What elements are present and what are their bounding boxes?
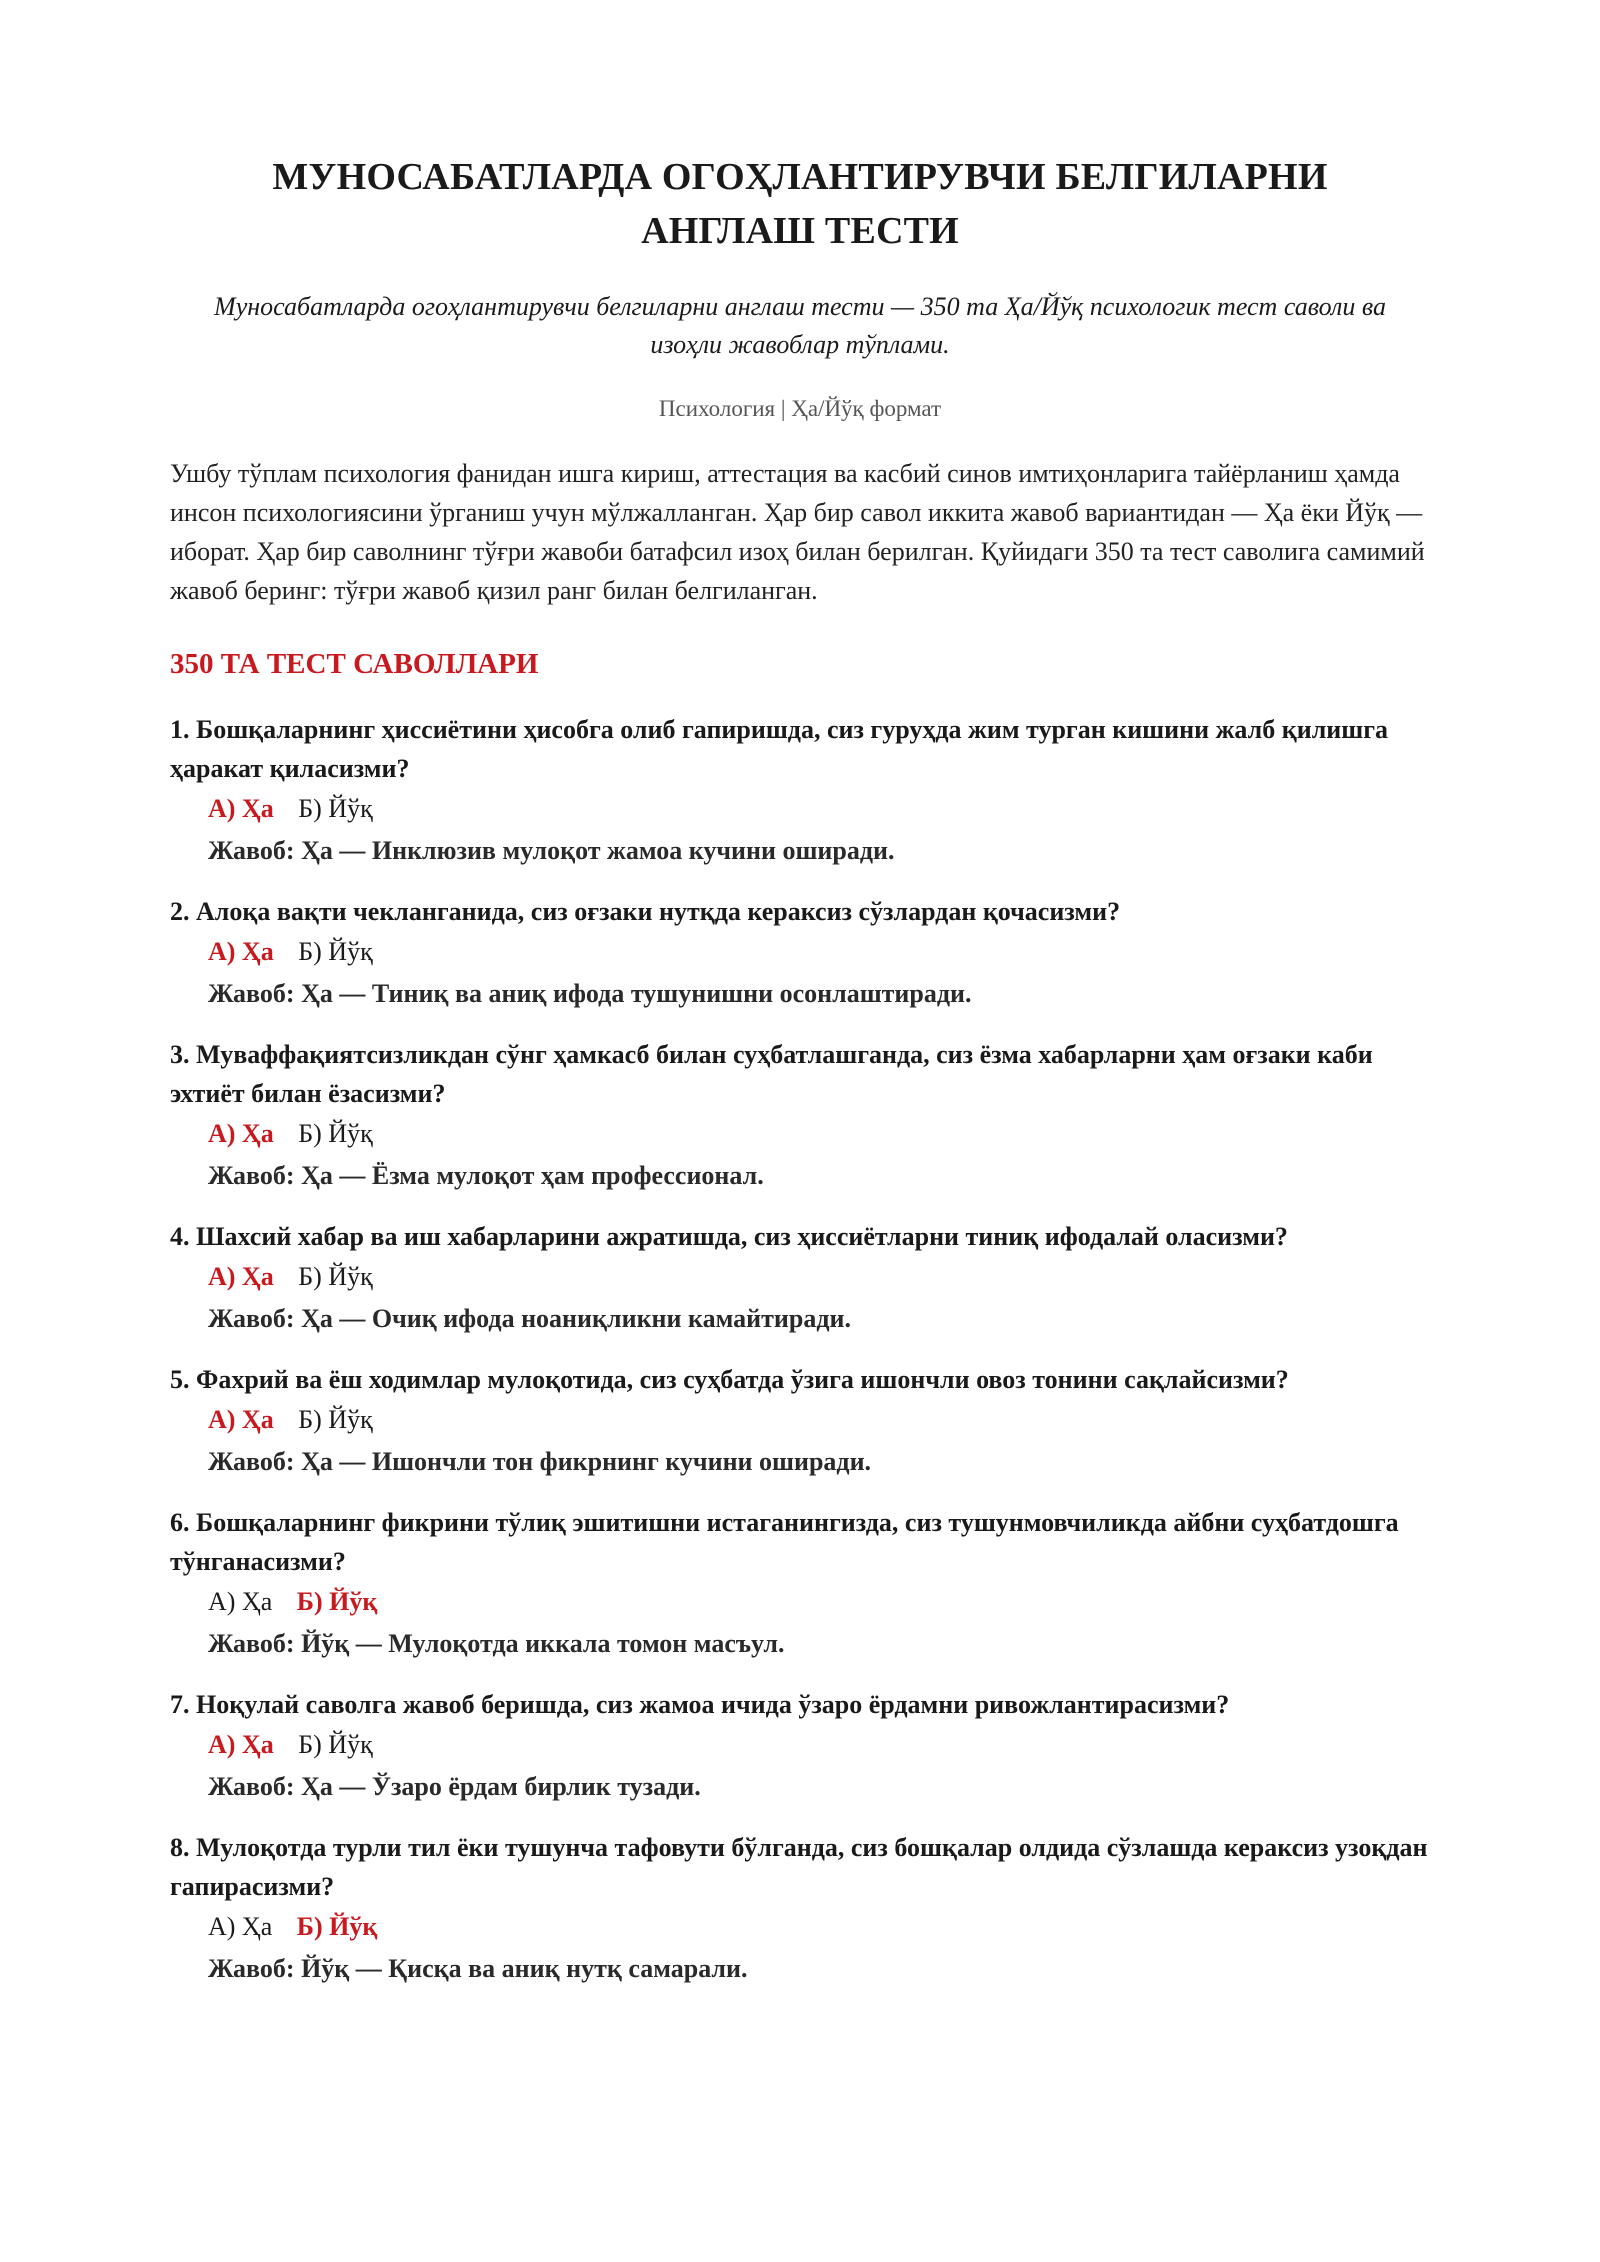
answer-explanation: Жавоб: Йўқ — Мулоқотда иккала томон масъул. <box>208 1629 785 1658</box>
question-text: 7. Ноқулай саволга жавоб беришда, сиз жамоа ичида ўзаро ёрдамни ривожлантирасизми? <box>170 1690 1230 1719</box>
page-title: МУНОСАБАТЛАРДА ОГОҲЛАНТИРУВЧИ БЕЛГИЛАРНИ АНГЛАШ ТЕСТИ <box>272 156 1328 252</box>
question-text: 3. Муваффақиятсизликдан сўнг ҳамкасб билан суҳбатлашганда, сиз ёзма хабарларни ҳам оғзаки каби эхтиёт билан ёзасизми? <box>170 1040 1373 1108</box>
answer-options <box>170 931 1430 973</box>
page-subtitle: Муносабатларда огоҳлантирувчи белгиларни англаш тести — 350 та Ҳа/Йўқ психологик тест саволи ва изоҳли жавоблар тўплами. <box>214 292 1386 359</box>
intro-paragraph: Ушбу тўплам психология фанидан ишга кириш, аттестация ва касбий синов имтиҳонларига тайёрланиш ҳамда инсон психологиясини ўрганиш учун мўлжалланган. Ҳар бир савол иккита жавоб вариантидан — Ҳа ёки Йўқ — иборат. Ҳар бир саволнинг тўғри жавоби батафсил изоҳ билан берилган. Қуйидаги 350 та тест саволига самимий жавоб беринг: тўғри жавоб қизил ранг билан белгиланган. <box>170 459 1425 605</box>
answer-explanation: Жавоб: Ҳа — Ўзаро ёрдам бирлик тузади. <box>208 1772 701 1801</box>
answer-options <box>170 1581 1430 1623</box>
option-a: А) Ҳа <box>208 1730 274 1759</box>
question-item <box>170 1685 1430 1808</box>
option-b: Б) Йўқ <box>298 794 373 823</box>
answer-options <box>170 1113 1430 1155</box>
option-a: А) Ҳа <box>208 794 274 823</box>
answer-explanation: Жавоб: Ҳа — Очиқ ифода ноаниқликни камайтиради. <box>208 1304 851 1333</box>
option-a: А) Ҳа <box>208 1912 273 1941</box>
answer-explanation: Жавоб: Ҳа — Ишончли тон фикрнинг кучини оширади. <box>208 1447 872 1476</box>
question-text: 2. Алоқа вақти чекланганида, сиз оғзаки нутқда кераксиз сўзлардан қочасизми? <box>170 897 1121 926</box>
question-text: 8. Мулоқотда турли тил ёки тушунча тафовути бўлганда, сиз бошқалар олдида сўзлашда кераксиз узоқдан гапирасизми? <box>170 1833 1428 1901</box>
category-meta: Психология | Ҳа/Йўқ формат <box>658 396 942 421</box>
question-item <box>170 1828 1430 1990</box>
answer-explanation: Жавоб: Ҳа — Тиниқ ва аниқ ифода тушунишни осонлаштиради. <box>208 979 972 1008</box>
option-b: Б) Йўқ <box>298 1262 373 1291</box>
question-item <box>170 710 1430 872</box>
question-text: 6. Бошқаларнинг фикрини тўлиқ эшитишни истаганингизда, сиз тушунмовчиликда айбни суҳбатдошга тўнганасизми? <box>170 1508 1399 1576</box>
question-item <box>170 1503 1430 1665</box>
option-b: Б) Йўқ <box>298 1119 373 1148</box>
option-a: А) Ҳа <box>208 1119 274 1148</box>
option-a: А) Ҳа <box>208 1262 274 1291</box>
answer-options <box>170 1399 1430 1441</box>
answer-options <box>170 1256 1430 1298</box>
question-item <box>170 1217 1430 1340</box>
question-item <box>170 1360 1430 1483</box>
question-item <box>170 892 1430 1015</box>
question-list <box>170 710 1430 1990</box>
option-a: А) Ҳа <box>208 937 274 966</box>
answer-options <box>170 788 1430 830</box>
answer-explanation: Жавоб: Ҳа — Инклюзив мулоқот жамоа кучини оширади. <box>208 836 895 865</box>
question-text: 1. Бошқаларнинг ҳиссиётини ҳисобга олиб гапиришда, сиз гуруҳда жим турган кишини жалб қилишга ҳаракат қиласизми? <box>170 715 1389 783</box>
option-b: Б) Йўқ <box>296 1912 378 1941</box>
question-text: 5. Фахрий ва ёш ходимлар мулоқотида, сиз суҳбатда ўзига ишончли овоз тонини сақлайсизми? <box>170 1365 1289 1394</box>
option-b: Б) Йўқ <box>298 1405 373 1434</box>
answer-options <box>170 1724 1430 1766</box>
answer-options <box>170 1906 1430 1948</box>
option-b: Б) Йўқ <box>298 1730 373 1759</box>
question-item <box>170 1035 1430 1197</box>
option-a: А) Ҳа <box>208 1405 274 1434</box>
option-a: А) Ҳа <box>208 1587 273 1616</box>
answer-explanation: Жавоб: Ҳа — Ёзма мулоқот ҳам профессионал. <box>208 1161 764 1190</box>
question-text: 4. Шахсий хабар ва иш хабарларини ажратишда, сиз ҳиссиётларни тиниқ ифодалай оласизми? <box>170 1222 1288 1251</box>
answer-explanation: Жавоб: Йўқ — Қисқа ва аниқ нутқ самарали. <box>208 1954 748 1983</box>
option-b: Б) Йўқ <box>298 937 373 966</box>
section-heading: 350 ТА ТЕСТ САВОЛЛАРИ <box>170 648 539 680</box>
option-b: Б) Йўқ <box>296 1587 378 1616</box>
